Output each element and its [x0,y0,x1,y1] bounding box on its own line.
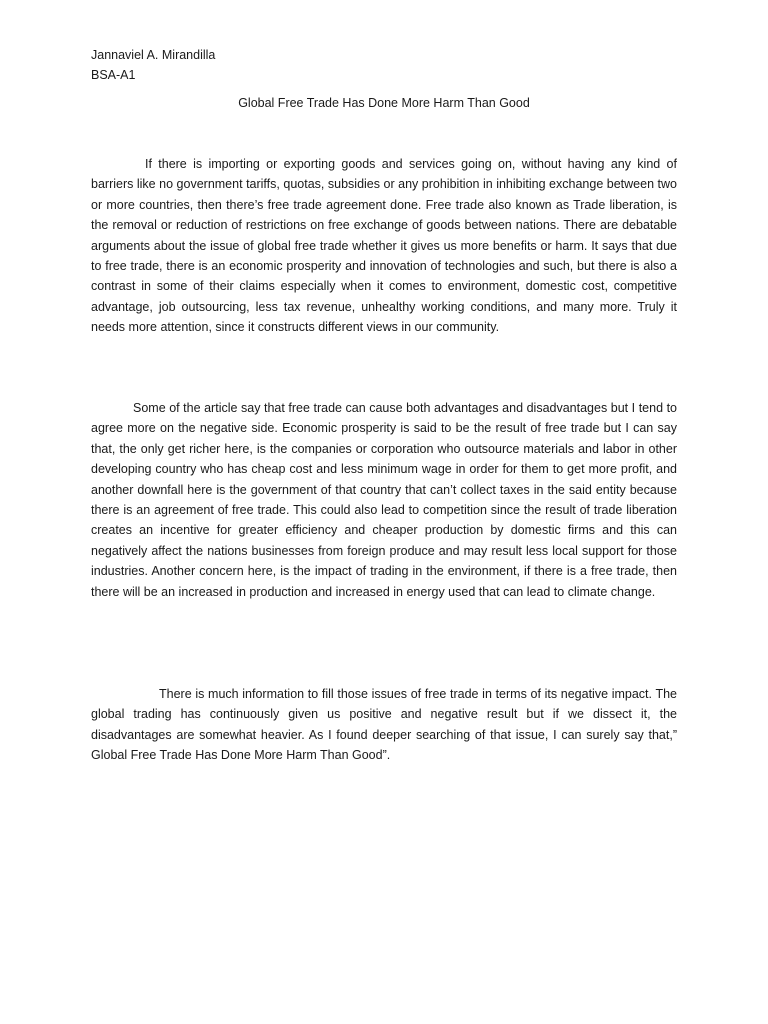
paragraph-2: Some of the article say that free trade can cause both advantages and disadvantages but I tend to agree more on the negative side. Economic prosperity is said to be the result of free trade but I can say that, the only get richer here, is the companies or corporation who outsource materials and labor in other developing country who has cheap cost and less minimum wage in order for them to get more profit, and another downfall here is the government of that country that can’t collect taxes in the said entity because there is an agreement of free trade. This could also lead to competition since the result of trade liberation creates an incentive for greater efficiency and cheaper production by domestic firms and this can negatively affect the nations businesses from foreign produce and may result less local support for those industries. Another concern here, is the impact of trading in the environment, if there is a free trade, then there will be an increased in production and increased in energy used that can lead to climate change. [91,401,677,599]
paragraph-1: If there is importing or exporting goods and services going on, without having any kind of barriers like no government tariffs, quotas, subsidies or any prohibition in inhibiting exchange between two or more countries, then there’s free trade agreement done. Free trade also known as Trade liberation, is the removal or reduction of restrictions on free exchange of goods between nations. There are debatable arguments about the issue of global free trade whether it gives us more benefits or harm. It says that due to free trade, there is an economic prosperity and innovation of technologies and such, but there is also a contrast in some of their claims especially when it comes to environment, domestic cost, competitive advantage, job outsourcing, less tax revenue, unhealthy working conditions, and many more. Truly it needs more attention, since it constructs different views in our community. [91,157,677,335]
paragraph-3: There is much information to fill those issues of free trade in terms of its negative impact. The global trading has continuously given us positive and negative result but if we dissect it, the disadvantages are somewhat heavier. As I found deeper searching of that issue, I can surely say that,” Global Free Trade Has Done More Harm Than Good”. [91,687,677,763]
author-section: BSA-A1 [91,68,136,82]
author-name: Jannaviel A. Mirandilla [91,48,216,62]
document-title: Global Free Trade Has Done More Harm Than Good [238,96,530,110]
author-block [91,45,215,85]
